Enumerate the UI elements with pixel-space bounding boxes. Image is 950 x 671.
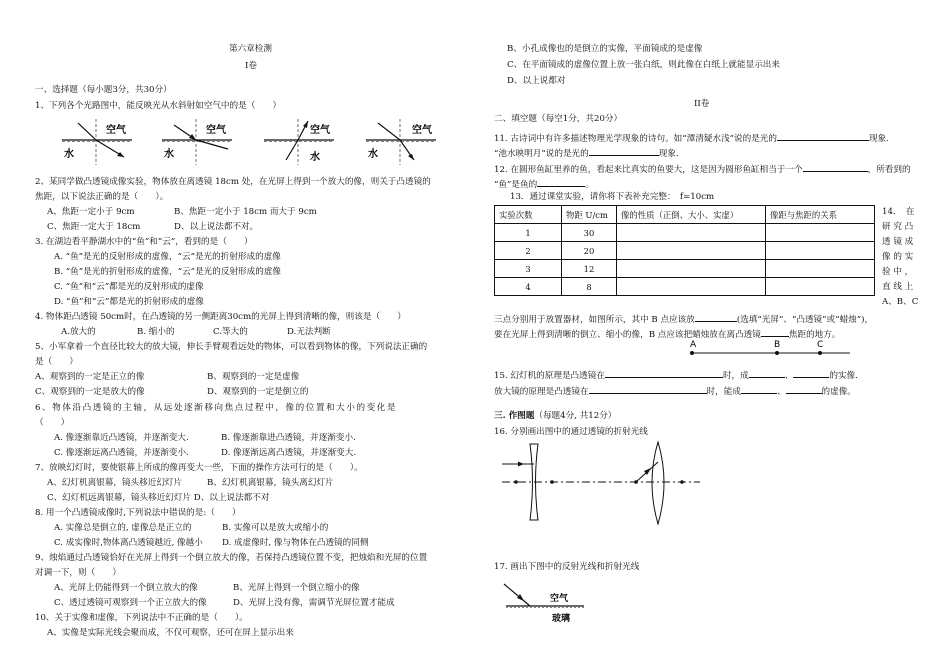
q17-glass-label: 玻璃 (552, 614, 571, 624)
point-a-dot (690, 351, 694, 355)
q12-text-b: “鱼”是鱼的 (494, 180, 538, 190)
q14-blank-2[interactable] (761, 327, 789, 337)
q8-option-c: C. 成实像时,物体离凸透镜越近, 像越小 (54, 538, 203, 548)
question-17: 17. 画出下图中的反射光线和折射光线 (494, 562, 640, 572)
question-12-line2 (494, 177, 594, 191)
q14-text-a-mid: (选填“光屏”、“凸透镜”或“蜡烛”)， (736, 315, 874, 325)
q7-option-b: B、幻灯机离银幕，镜头离幻灯片 (207, 478, 334, 488)
q8-option-a: A. 实像总是倒立的, 虚像总是正立的 (54, 523, 192, 533)
q2-option-a: A、焦距一定小于 9cm (47, 207, 135, 217)
question-9-line2: 对调一下，则（ ） (35, 568, 121, 578)
q15-text-a-mid: 时，成 (722, 371, 749, 381)
page-title: 第六章检测 (229, 44, 272, 54)
q12-text-a-end: ，所看到的 (867, 165, 911, 175)
q7-option-a: A、幻灯机离银幕，镜头移近幻灯片 (47, 478, 183, 488)
q3-option-d: D. “鱼”和“云”都是光的折射形成的虚像 (54, 297, 204, 307)
q1-option-c-diagram (264, 119, 334, 165)
q5-option-c: C、观察到的一定是放大的像 (35, 387, 145, 397)
question-3: 3. 在湖边看平静湖水中的“鱼”和“云”，看到的是（ ） (35, 237, 253, 247)
q14-line-diagram (686, 338, 856, 360)
question-6-line2: （ ） (35, 418, 70, 428)
q12-text-a: 12. 在圆形鱼缸里养的鱼，看起来比真实的鱼要大，这是因为圆形鱼缸相当于一个 (494, 165, 803, 175)
q15-blank-6[interactable] (786, 384, 822, 394)
table-cell-blank[interactable] (617, 224, 766, 242)
q1-option-b-diagram (162, 119, 232, 165)
water-label: 水 (368, 149, 378, 160)
q11-text-a-end: 现象. (869, 134, 889, 144)
section-three-title: 三. 作图题 (494, 411, 535, 421)
q9-option-b: B、光屏上得到一个倒立缩小的像 (233, 583, 360, 593)
q8-option-b: B. 实像可以是放大或缩小的 (222, 523, 329, 533)
q4-option-d: D.无法判断 (287, 327, 331, 337)
q1-option-a-diagram (62, 119, 132, 165)
q2-option-b: B、焦距一定小于 18cm 而大于 9cm (174, 207, 317, 217)
q3-option-c: C. “鱼”和“云”都是光的反射形成的虚像 (54, 282, 204, 292)
q8-option-d: D. 成虚像时, 像与物体在凸透镜的同侧 (222, 538, 369, 548)
table-cell: 1 (495, 224, 562, 242)
air-label: 空气 (206, 125, 226, 136)
q15-text-b: 放大镜的原理是凸透镜在 (494, 387, 589, 397)
q1-option-d-diagram (366, 119, 436, 165)
question-1: 1、下列各个光路图中，能反映光从水斜射如空气中的是（ ） (35, 101, 282, 111)
q6-option-b: B. 像逐渐靠进凸透镜，并逐渐变小. (221, 433, 356, 443)
point-c-dot (818, 351, 822, 355)
q14-side-line: A、B、C (882, 297, 919, 307)
water-label: 水 (164, 149, 174, 160)
table-cell: 8 (562, 278, 617, 296)
table-cell: 12 (562, 260, 617, 278)
question-7: 7、放映幻灯时，要使银幕上所成的像再变大一些，下面的操作方法可行的是（ ）。 (35, 463, 363, 473)
point-c-label: C (817, 340, 824, 350)
point-a-label: A (690, 340, 697, 350)
question-13: 13．通过课堂实验，请你将下表补充完整： f=10cm (510, 192, 715, 202)
table-header-cell: 像距与焦距的关系 (766, 206, 875, 224)
table-cell-blank[interactable] (766, 242, 875, 260)
q16-lens-diagrams (494, 440, 704, 530)
table-header-cell: 物距 U/cm (562, 206, 617, 224)
question-16: 16. 分别画出图中的通过透镜的折射光线 (494, 427, 648, 437)
water-label: 水 (310, 152, 320, 163)
table-header-row (495, 206, 875, 224)
table-cell: 20 (562, 242, 617, 260)
air-label: 空气 (310, 125, 330, 136)
q3-option-b: B. “鱼”是光的折射形成的虚像，“云”是光的反射形成的虚像 (54, 267, 282, 277)
q15-text-a-sep: 、 (784, 371, 794, 381)
convex-lens-icon (652, 442, 664, 524)
question-4: 4. 物体距凸透镜 50cm时，在凸透镜的另一侧距离30cm的光屏上得到清晰的像，则该是（ ） (35, 312, 406, 322)
table-row (495, 260, 875, 278)
q17-diagram (494, 580, 604, 628)
q15-blank-1[interactable] (605, 368, 723, 378)
q4-option-b: B. 缩小的 (137, 327, 175, 337)
experiment-table (494, 205, 875, 296)
q14-text-b-end: 焦距的地方。 (788, 330, 841, 340)
table-cell: 2 (495, 242, 562, 260)
question-2-line2: 焦距，以下说法正确的是（ ）。 (35, 192, 169, 202)
question-15-line2 (494, 384, 856, 398)
q15-text-b-end: 的虚像。 (821, 387, 856, 397)
table-cell-blank[interactable] (617, 278, 766, 296)
table-header-cell: 实验次数 (495, 206, 562, 224)
q14-side-line: 14． 在 (882, 207, 915, 217)
q14-side-line: 验 中 ， (882, 267, 914, 277)
volume-two-label: II卷 (694, 99, 710, 109)
question-11-line2 (494, 146, 679, 160)
q15-text-b-mid: 时，能成 (706, 387, 741, 397)
question-14-line1 (494, 312, 873, 326)
table-row (495, 224, 875, 242)
q15-blank-2[interactable] (749, 368, 785, 378)
q6-option-a: A. 像逐渐靠近凸透镜，并逐渐变大. (54, 433, 189, 443)
section-three-heading (494, 411, 616, 422)
question-2-line1: 2、某同学做凸透镜成像实验，物体放在离透镜 18cm 处，在光屏上得到一个放大的像，则关于凸透镜的 (35, 177, 431, 187)
q5-option-b: B、观察到的一定是虚像 (207, 372, 300, 382)
q11-text-b-end: 现象. (658, 149, 679, 159)
q14-side-line: 像 的 实 (882, 252, 914, 262)
question-12-line1 (494, 162, 911, 176)
q10-option-b: B、小孔成像也的是倒立的实像，平面镜成的是虚像 (507, 44, 703, 54)
table-cell: 3 (495, 260, 562, 278)
question-9-line1: 9、烛焰通过凸透镜恰好在光屏上得到一个倒立放大的像，若保持凸透镜位置不变，把烛焰和光屏的位置 (35, 553, 428, 563)
q14-side-line: 透 镜 成 (882, 237, 914, 247)
question-6-line1: 6、物体沿凸透镜的主轴，从远处逐渐移向焦点过程中，像的位置和大小的变化是 (35, 403, 398, 413)
point-b-dot (775, 351, 779, 355)
question-10: 10、关于实像和虚像，下列说法中不正确的是（ ）。 (35, 613, 248, 623)
section-three-subtitle: （每题4分, 共12分） (534, 411, 617, 421)
q15-blank-3[interactable] (793, 368, 829, 378)
table-cell-blank[interactable] (766, 278, 875, 296)
q12-blank-2[interactable] (537, 177, 585, 187)
q12-text-b-end: 。 (585, 180, 594, 190)
q10-option-a: A、实像是实际光线会聚而成，不仅可观察，还可在屏上显示出来 (47, 628, 294, 638)
question-8: 8. 用一个凸透镜成像时,下列说法中错误的是:（ ） (35, 508, 241, 518)
table-cell-blank[interactable] (766, 224, 875, 242)
air-label: 空气 (412, 125, 432, 136)
q17-air-label: 空气 (550, 594, 569, 604)
q11-blank-2[interactable] (589, 146, 659, 156)
q14-text-a: 三点分别用于放置器材，如图所示，其中 B 点应该放 (494, 315, 695, 325)
q5-option-d: D、观察到的一定是倒立的 (207, 387, 309, 397)
q14-blank-1[interactable] (695, 312, 737, 322)
q11-text-b: “池水映明月”说的是光的 (494, 149, 589, 159)
question-5-line1: 5、小军拿着一个直径比较大的放大镜，伸长手臂观看远处的物体，可以看到物体的像，下列说法正确的 (35, 342, 428, 352)
q9-option-c: C、透过透镜可观察到一个正立放大的像 (54, 598, 207, 608)
question-5-line2: 是（ ） (35, 357, 78, 367)
q11-blank-1[interactable] (777, 131, 869, 141)
q2-option-d: D、以上说法都不对。 (174, 222, 259, 232)
air-label: 空气 (106, 125, 126, 136)
point-b-label: B (774, 340, 781, 350)
table-cell: 4 (495, 278, 562, 296)
q9-option-a: A、光屏上仍能得到一个倒立放大的像 (54, 583, 198, 593)
table-cell-blank[interactable] (617, 260, 766, 278)
q4-option-a: A.放大的 (61, 327, 96, 337)
q14-side-line: 研 究 凸 (882, 222, 914, 232)
q1-diagrams (60, 115, 480, 170)
q9-option-d: D、光屏上没有像，需调节光屏位置才能成 (233, 598, 395, 608)
q11-text-a: 11. 古诗词中有许多描述物理光学现象的诗句。如“潭清疑水浅”说的是光的 (494, 134, 777, 144)
q15-text-b-sep: 、 (776, 387, 786, 397)
q14-side-line: 直 线 上 (882, 282, 914, 292)
q10-option-c: C、在平面镜成的虚像位置上放一张白纸，则此像在白纸上就能显示出来 (507, 60, 780, 70)
q6-option-c: C. 像逐渐远离凸透镜，并逐渐变小. (54, 448, 189, 458)
q4-option-c: C.等大的 (213, 327, 248, 337)
q10-option-d: D、以上说都对 (507, 76, 566, 86)
table-cell-blank[interactable] (617, 242, 766, 260)
q15-blank-4[interactable] (589, 384, 707, 394)
q5-option-a: A、观察到的一定是正立的像 (35, 372, 145, 382)
q3-option-a: A. “鱼”是光的反射形成的虚像，“云”是光的折射形成的虚像 (54, 252, 281, 262)
q12-blank-1[interactable] (803, 162, 868, 172)
q14-text-b: 要在光屏上得到清晰的倒立、缩小的像，B 点应该把蜡烛放在离凸透镜 (494, 330, 761, 340)
question-15-line1 (494, 368, 858, 382)
question-11-line1 (494, 131, 889, 145)
q15-text-a-end: 的实像. (829, 371, 858, 381)
volume-one-label: Ⅰ卷 (245, 61, 257, 71)
table-cell-blank[interactable] (766, 260, 875, 278)
table-row (495, 242, 875, 260)
q15-blank-5[interactable] (741, 384, 777, 394)
q6-option-d: D. 像逐渐远离凸透镜，并逐渐变大. (221, 448, 357, 458)
water-label: 水 (64, 149, 74, 160)
q15-text-a: 15. 幻灯机的原理是凸透镜在 (494, 371, 605, 381)
table-cell: 30 (562, 224, 617, 242)
table-row (495, 278, 875, 296)
table-header-cell: 像的性质（正倒、大小、实虚） (617, 206, 766, 224)
q2-option-c: C、焦距一定大于 18cm (47, 222, 141, 232)
section-two-heading: 二、填空题（每空1分，共20分） (494, 114, 623, 124)
section-one-heading: 一、选择题（每小题3分，共30分） (35, 85, 172, 95)
q7-option-c: C、幻灯机远离银幕，镜头移近幻灯片 D、以上说法都不对 (47, 493, 270, 503)
